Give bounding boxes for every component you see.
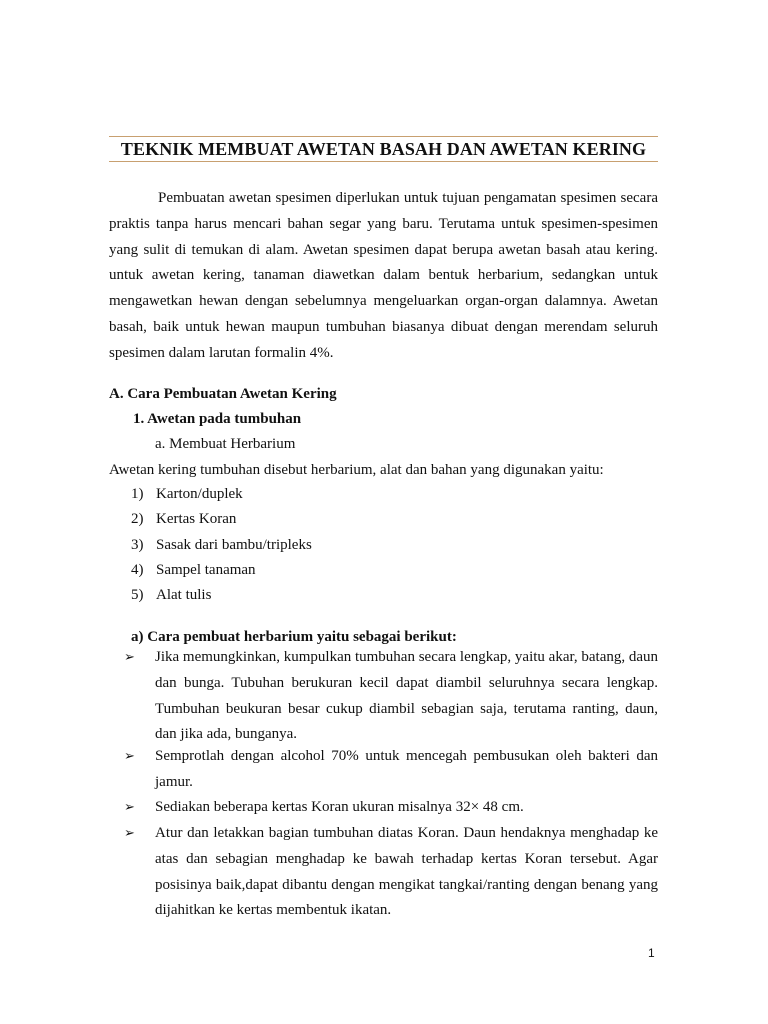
list-item-number: 2) [131, 511, 144, 527]
list-item-text: Sampel tanaman [156, 562, 256, 578]
steps-heading: a) Cara pembuat herbarium yaitu sebagai berikut: [131, 629, 457, 645]
list-item-number: 1) [131, 486, 144, 502]
arrow-bullet-icon: ➢ [124, 649, 135, 664]
arrow-bullet-icon: ➢ [124, 825, 135, 840]
item-heading: a. Membuat Herbarium [155, 436, 296, 452]
step-text: Jika memungkinkan, kumpulkan tumbuhan secara lengkap, yaitu akar, batang, daun dan bunga. Tubuhan berukuran kecil dapat diambil seluruhnya secara lengkap. Tumbuhan beukuran besar cukup diambil sebagian saja, terutama ranting, daun, dan jika ada, bunganya. [155, 649, 659, 743]
step-text: Semprotlah dengan alcohol 70% untuk mencegah pembusukan oleh bakteri dan jamur. [155, 748, 658, 790]
list-item-number: 4) [131, 562, 144, 578]
intro-paragraph: Pembuatan awetan spesimen diperlukan untuk tujuan pengamatan spesimen secara praktis tanpa harus mencari bahan segar yang baru. Terutama untuk spesimen-spesimen yang sulit di temukan di alam. Awetan spesimen dapat berupa awetan basah atau kering. untuk awetan kering, tanaman diawetkan dalam bentuk herbarium, sedangkan untuk mengawetkan hewan dengan sebelumnya mengeluarkan organ-organ dalamnya. Awetan basah, baik untuk hewan maupun tumbuhan biasanya dibuat dengan merendam seluruh spesimen dalam larutan formalin 4%. [109, 190, 658, 361]
title-top-rule [109, 136, 658, 137]
step-text: Sediakan beberapa kertas Koran ukuran misalnya 32× 48 cm. [155, 799, 524, 815]
subsection-heading: 1. Awetan pada tumbuhan [133, 411, 302, 427]
title-bottom-rule [109, 161, 658, 162]
arrow-bullet-icon: ➢ [124, 799, 135, 814]
list-item-text: Alat tulis [156, 587, 212, 603]
arrow-bullet-icon: ➢ [124, 748, 135, 763]
step-text: Atur dan letakkan bagian tumbuhan diatas Koran. Daun hendaknya menghadap ke atas dan sebagian menghadap ke bawah terhadap kertas Koran tersebut. Agar posisinya baik,dapat dibantu dengan mengikat tangkai/ranting dengan benang yang dijahitkan ke kertas membentuk ikatan. [155, 825, 658, 919]
materials-intro: Awetan kering tumbuhan disebut herbarium, alat dan bahan yang digunakan yaitu: [109, 462, 604, 478]
page-number: 1 [648, 946, 655, 960]
list-item-text: Karton/duplek [156, 486, 243, 502]
list-item-number: 5) [131, 587, 144, 603]
section-heading: A. Cara Pembuatan Awetan Kering [109, 386, 337, 402]
list-item-text: Sasak dari bambu/tripleks [156, 537, 312, 553]
list-item-text: Kertas Koran [156, 511, 237, 527]
list-item-number: 3) [131, 537, 144, 553]
document-title: TEKNIK MEMBUAT AWETAN BASAH DAN AWETAN KERING [120, 139, 647, 159]
